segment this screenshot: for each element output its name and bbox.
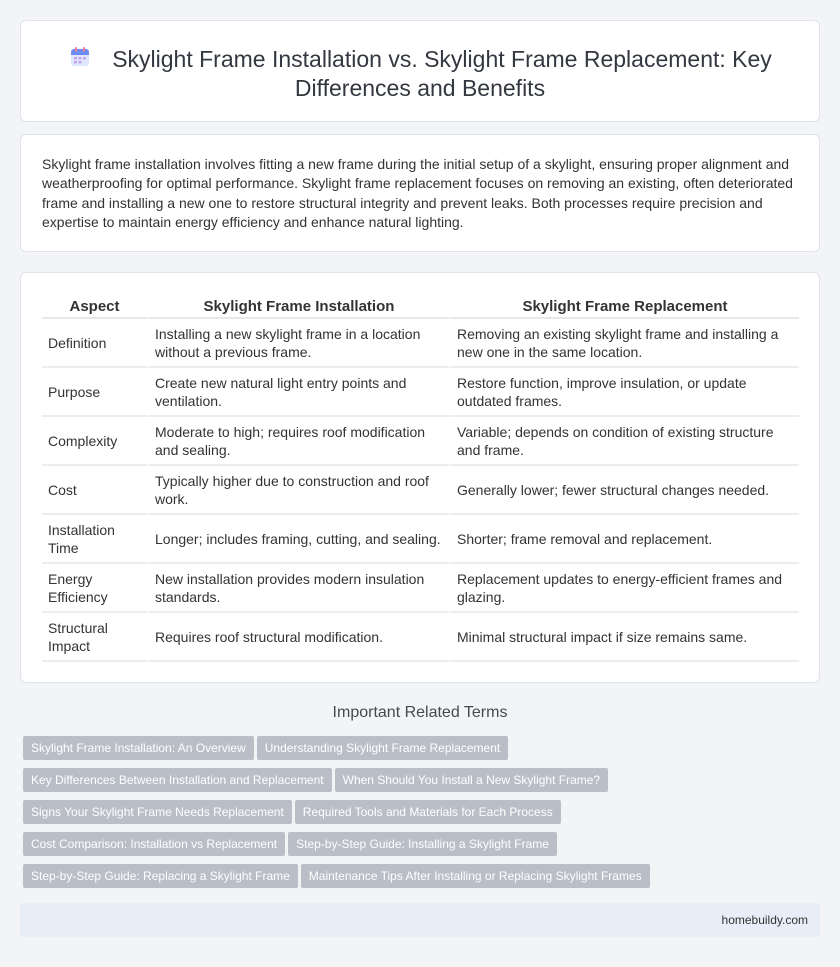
related-term-tag[interactable]: Step-by-Step Guide: Installing a Skylight Frame [288, 832, 557, 856]
related-term-tag[interactable]: Understanding Skylight Frame Replacement [257, 736, 508, 760]
row-aspect: Complexity [42, 417, 147, 466]
related-terms-title: Important Related Terms [332, 704, 508, 721]
related-terms-list [23, 736, 823, 896]
row-aspect: Energy Efficiency [42, 564, 147, 613]
related-term-tag[interactable]: Cost Comparison: Installation vs Replacement [23, 832, 285, 856]
related-term-tag[interactable]: Required Tools and Materials for Each Process [295, 800, 561, 824]
intro-paragraph: Skylight frame installation involves fitting a new frame during the initial setup of a skylight, ensuring proper alignment and weatherproofing for optimal performance. Skylight frame replacement focuses on removing an existing, often deteriorated frame and installing a new one to restore structural integrity and prevent leaks. Both processes require precision and expertise to maintain energy efficiency and enhance natural lighting. [42, 156, 793, 231]
document-calendar-icon [68, 45, 92, 69]
row-installation: Typically higher due to construction and roof work. [147, 466, 449, 515]
footer-bar [20, 903, 820, 937]
row-replacement: Shorter; frame removal and replacement. [449, 515, 799, 564]
table-row [42, 564, 799, 613]
row-replacement: Removing an existing skylight frame and installing a new one in the same location. [449, 319, 799, 368]
related-term-tag[interactable]: Key Differences Between Installation and Replacement [23, 768, 332, 792]
row-replacement: Restore function, improve insulation, or update outdated frames. [449, 368, 799, 417]
table-row [42, 613, 799, 662]
table-row [42, 417, 799, 466]
page-header [61, 43, 779, 103]
table-row [42, 319, 799, 368]
row-replacement: Generally lower; fewer structural changes needed. [449, 466, 799, 515]
row-aspect: Installation Time [42, 515, 147, 564]
row-installation: Installing a new skylight frame in a location without a previous frame. [147, 319, 449, 368]
intro-card [20, 134, 820, 252]
related-term-tag[interactable]: When Should You Install a New Skylight Frame? [335, 768, 608, 792]
row-replacement: Replacement updates to energy-efficient frames and glazing. [449, 564, 799, 613]
row-aspect: Purpose [42, 368, 147, 417]
related-term-tag[interactable]: Signs Your Skylight Frame Needs Replacement [23, 800, 292, 824]
table-row [42, 466, 799, 515]
row-replacement: Variable; depends on condition of existing structure and frame. [449, 417, 799, 466]
related-term-tag[interactable]: Skylight Frame Installation: An Overview [23, 736, 254, 760]
row-aspect: Cost [42, 466, 147, 515]
row-replacement: Minimal structural impact if size remains same. [449, 613, 799, 662]
table-header-row [42, 295, 799, 319]
table-row [42, 368, 799, 417]
comparison-table [42, 295, 799, 662]
title-card [20, 20, 820, 122]
header-aspect: Aspect [42, 295, 147, 319]
row-installation: Moderate to high; requires roof modification and sealing. [147, 417, 449, 466]
header-replacement: Skylight Frame Replacement [449, 295, 799, 319]
page-title: Skylight Frame Installation vs. Skylight Frame Replacement: Key Differences and Benefits [112, 46, 772, 101]
row-installation: New installation provides modern insulation standards. [147, 564, 449, 613]
comparison-card [20, 272, 820, 683]
row-installation: Create new natural light entry points and ventilation. [147, 368, 449, 417]
related-term-tag[interactable]: Step-by-Step Guide: Replacing a Skylight Frame [23, 864, 298, 888]
header-installation: Skylight Frame Installation [147, 295, 449, 319]
row-aspect: Definition [42, 319, 147, 368]
table-row [42, 515, 799, 564]
row-installation: Requires roof structural modification. [147, 613, 449, 662]
row-installation: Longer; includes framing, cutting, and sealing. [147, 515, 449, 564]
related-term-tag[interactable]: Maintenance Tips After Installing or Replacing Skylight Frames [301, 864, 650, 888]
footer-site-link[interactable]: homebuildy.com [721, 913, 808, 927]
row-aspect: Structural Impact [42, 613, 147, 662]
